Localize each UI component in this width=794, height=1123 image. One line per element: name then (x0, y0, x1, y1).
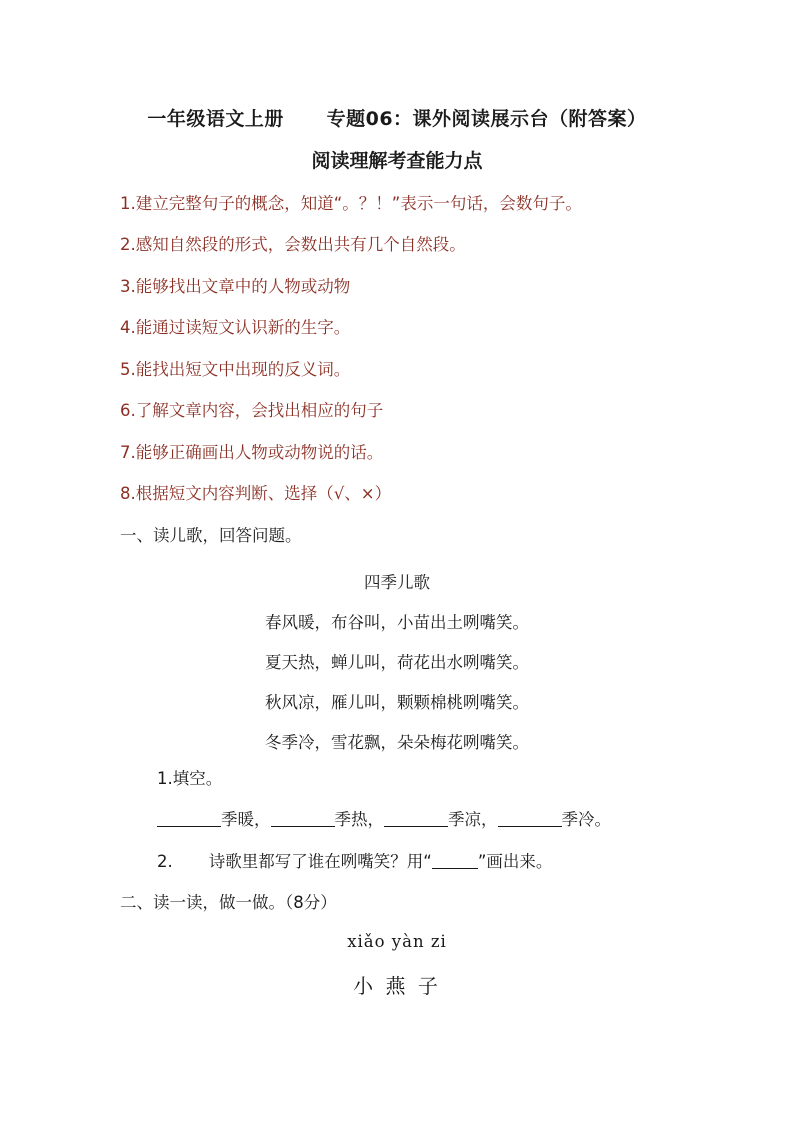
poem-line-4: 冬季冷，雪花飘，朵朵梅花咧嘴笑。 (265, 733, 529, 752)
section1-heading: 一、读儿歌，回答问题。 (120, 526, 302, 545)
poem-title: 四季儿歌 (364, 573, 430, 592)
answer-blank[interactable] (498, 825, 562, 827)
underline-sample (432, 867, 478, 869)
question-2-number: 2. (157, 852, 173, 871)
fill-part: 季凉， (448, 810, 498, 829)
section2-heading: 二、读一读，做一做。（8分） (120, 893, 337, 912)
answer-blank[interactable] (271, 825, 335, 827)
ability-point-1: 1.建立完整句子的概念，知道“。？！”表示一句话，会数句子。 (120, 194, 582, 213)
ability-point-3: 3.能够找出文章中的人物或动物 (120, 277, 351, 296)
ability-point-6: 6.了解文章内容，会找出相应的句子 (120, 401, 384, 420)
ability-point-4: 4.能通过读短文认识新的生字。 (120, 318, 351, 337)
poem-line-3: 秋风凉，雁儿叫，颗颗棉桃咧嘴笑。 (265, 693, 529, 712)
fill-part: 季暖， (221, 810, 271, 829)
question-1-label: 1.填空。 (157, 769, 223, 788)
page-subtitle: 阅读理解考查能力点 (311, 150, 483, 172)
ability-point-7: 7.能够正确画出人物或动物说的话。 (120, 443, 384, 462)
story-pinyin: xiǎo yàn zi (347, 932, 447, 951)
question-2-text-end: ”画出来。 (477, 852, 553, 871)
fill-part: 季冷。 (561, 810, 611, 829)
question-2 (157, 848, 552, 872)
page-title: 一年级语文上册 专题06：课外阅读展示台（附答案） (147, 108, 647, 130)
poem-line-2: 夏天热，蝉儿叫，荷花出水咧嘴笑。 (265, 653, 529, 672)
ability-point-5: 5.能找出短文中出现的反义词。 (120, 360, 351, 379)
answer-blank[interactable] (384, 825, 448, 827)
answer-blank[interactable] (157, 825, 221, 827)
question-1-fill-line (157, 806, 611, 830)
fill-part: 季热， (334, 810, 384, 829)
question-2-text: 诗歌里都写了谁在咧嘴笑？用“ (208, 852, 432, 871)
story-title: 小 燕 子 (353, 974, 441, 998)
ability-point-2: 2.感知自然段的形式，会数出共有几个自然段。 (120, 235, 466, 254)
poem-line-1: 春风暖，布谷叫，小苗出土咧嘴笑。 (265, 613, 529, 632)
ability-point-8: 8.根据短文内容判断、选择（√、×） (120, 484, 392, 503)
